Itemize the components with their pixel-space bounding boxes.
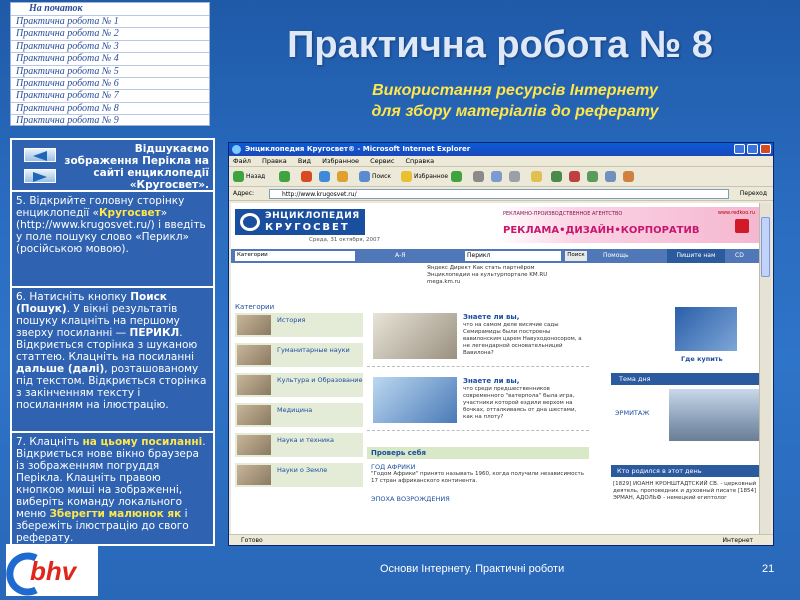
renaissance-link[interactable]: ЭПОХА ВОЗРОЖДЕНИЯ <box>371 495 450 503</box>
tool-icon[interactable] <box>623 171 634 182</box>
stop-icon[interactable] <box>301 171 312 182</box>
category-label: Гуманитарные науки <box>277 346 350 354</box>
step-6-bold-2: ПЕРИКЛ <box>129 327 180 339</box>
menu-favorites[interactable]: Избранное <box>322 157 360 165</box>
step-7-text-2: . Відкриється нове вікно браузера із зображенням погруддя Перікла. Клацніть правою кнопкою миші на зображенні, виберіть команду локального меню <box>16 436 206 520</box>
nav-item-work-2[interactable]: Практична робота № 2 <box>11 27 209 39</box>
tool-icon[interactable] <box>587 171 598 182</box>
page-scrollbar[interactable] <box>759 203 771 535</box>
africa-year-link[interactable]: ГОД АФРИКИ <box>371 463 416 471</box>
close-icon[interactable] <box>760 144 771 154</box>
categories-select[interactable]: Категории <box>235 251 355 261</box>
nav-item-work-3[interactable]: Практична робота № 3 <box>11 40 209 52</box>
site-nav-bar <box>231 249 759 263</box>
hermitage-link[interactable]: ЭРМИТАЖ <box>615 409 650 417</box>
logo-top-text: ЭНЦИКЛОПЕДИЯ <box>265 211 360 221</box>
address-input[interactable]: http://www.krugosvet.ru/ <box>269 189 729 199</box>
tool-icon[interactable] <box>605 171 616 182</box>
folder-icon[interactable] <box>531 171 542 182</box>
ad-url: www.redkoo.ru <box>717 210 755 216</box>
category-label: Науки о Земле <box>277 466 328 474</box>
did-you-know-text: что на самом деле висячие сады Семирамиды были построены вавилонским царем Навуходоносором, а не легендарной основательницей Вавилона? <box>463 322 582 356</box>
waterpolo-image <box>373 377 457 423</box>
ad-main-text: РЕКЛАМА•ДИЗАЙН•КОРПОРАТИВ <box>503 225 700 236</box>
minimize-icon[interactable] <box>734 144 745 154</box>
step-7-text-3: і збережіть ілюстрацію до свого реферату. <box>16 508 189 544</box>
africa-year-text: "Годом Африки" принято называть 1960, когда получили независимость 17 стран африканского континента. <box>371 471 584 484</box>
check-yourself-header: Проверь себя <box>367 447 589 459</box>
slide-title: Практична робота № 8 <box>287 24 713 66</box>
go-button[interactable]: Переход <box>739 190 767 197</box>
history-icon[interactable] <box>451 171 462 182</box>
category-label: Культура и Образование <box>277 376 363 384</box>
step-6-bold-3: дальше (далі) <box>16 363 105 375</box>
born-today-text: [1829] ИОАНН КРОНШТАДТСКИЙ СВ. - церковный деятель, проповедник и духовный писате [1854] ЭРМАН, АДОЛЬФ - немецкий египтолог <box>613 481 757 501</box>
nav-item-work-5[interactable]: Практична робота № 5 <box>11 65 209 77</box>
category-thumbnail <box>237 315 271 335</box>
yandex-ad[interactable] <box>427 265 627 286</box>
forward-icon[interactable] <box>279 171 290 182</box>
panel-heading-text: Відшукаємо зображення Перікла на сайті енциклопедії «Кругосвет». <box>64 143 209 191</box>
address-bar <box>229 187 773 201</box>
step-5-text-2: » (http://www.krugosvet.ru/) і введіть у поле пошуку слово «Перикл» (російською мовою). <box>16 207 206 255</box>
menu-view[interactable]: Вид <box>297 157 312 165</box>
edit-icon[interactable] <box>509 171 520 182</box>
category-thumbnail <box>237 405 271 425</box>
browser-window <box>228 142 774 546</box>
nav-item-work-1[interactable]: Практична робота № 1 <box>11 15 209 27</box>
step-7 <box>12 433 213 544</box>
web-page <box>231 203 759 535</box>
category-thumbnail <box>237 465 271 485</box>
categories-title: Категории <box>235 303 275 311</box>
step-6-bold-1: Поиск (Пошук) <box>16 291 167 315</box>
page-number: 21 <box>762 563 775 575</box>
category-history[interactable] <box>235 313 363 337</box>
category-thumbnail <box>237 345 271 365</box>
did-you-know-title: Знаете ли вы, <box>463 313 520 321</box>
browser-title: Энциклопедия Кругосвет® - Microsoft Internet Explorer <box>245 145 471 153</box>
back-label[interactable]: Назад <box>246 173 266 180</box>
step-7-bold-2: Зберегти малюнок як <box>49 508 182 520</box>
category-thumbnail <box>237 435 271 455</box>
navigation-box <box>10 2 210 126</box>
favorites-icon[interactable] <box>401 171 412 182</box>
menu-file[interactable]: Файл <box>233 157 251 165</box>
theme-of-day-header: Тема дня <box>611 373 759 385</box>
globe-icon <box>240 213 260 231</box>
nav-item-work-9[interactable]: Практична робота № 9 <box>11 114 209 126</box>
site-header <box>231 203 759 247</box>
step-5-text-1: 5. Відкрийте головну сторінку енциклопедії « <box>16 195 185 219</box>
category-label: История <box>277 316 306 324</box>
menu-help[interactable]: Справка <box>405 157 435 165</box>
back-icon[interactable] <box>233 171 244 182</box>
category-label: Медицина <box>277 406 313 414</box>
menu-edit[interactable]: Правка <box>262 157 287 165</box>
nav-item-work-6[interactable]: Практична робота № 6 <box>11 77 209 89</box>
category-culture[interactable] <box>235 373 363 397</box>
category-earth[interactable] <box>235 463 363 487</box>
prev-slide-button[interactable] <box>24 148 56 162</box>
step-7-bold-1: на цьому посиланні <box>82 436 203 448</box>
address-label: Адрес: <box>233 190 255 197</box>
gardens-image <box>373 313 457 359</box>
status-done: Готово <box>241 537 263 544</box>
yandex-line-3: mega.km.ru <box>427 279 461 285</box>
step-6-text-3: . Відкриється сторінка з шуканою статтею. Клацніть на посиланні <box>16 327 198 363</box>
nav-item-work-4[interactable]: Практична робота № 4 <box>11 52 209 64</box>
footer-text: Основи Інтернету. Практичні роботи <box>380 563 565 575</box>
nav-item-work-7[interactable]: Практична робота № 7 <box>11 89 209 101</box>
site-date: Среда, 31 октября, 2007 <box>309 237 381 243</box>
cd-link[interactable]: CD <box>735 252 744 259</box>
panel-heading <box>12 140 213 192</box>
search-label[interactable]: Поиск <box>372 173 392 180</box>
browser-statusbar <box>229 534 773 545</box>
category-medicine[interactable] <box>235 403 363 427</box>
category-humanities[interactable] <box>235 343 363 367</box>
refresh-icon[interactable] <box>319 171 330 182</box>
ie-icon <box>232 145 241 154</box>
menu-tools[interactable]: Сервис <box>370 157 395 165</box>
step-6-text-1: 6. Натисніть кнопку <box>16 291 131 303</box>
mail-icon[interactable] <box>473 171 484 182</box>
did-you-know-text: что среди предшественников современного "ватерпола" была игра, участники которой ездили верхом на бочках, отталкиваясь от дна шестами, как на плоту? <box>463 386 577 420</box>
maximize-icon[interactable] <box>747 144 758 154</box>
where-to-buy-link[interactable]: Где купить <box>681 355 723 363</box>
ad-top-text: РЕКЛАМНО-ПРОИЗВОДСТВЕННОЕ АГЕНТСТВО <box>503 211 623 217</box>
krugosvet-logo[interactable] <box>235 209 365 235</box>
site-search-input[interactable]: Перикл <box>465 251 561 261</box>
ad-logo-icon <box>735 219 749 233</box>
status-zone: Интернет <box>722 537 753 544</box>
krugosvet-link[interactable]: Кругосвет <box>98 207 161 219</box>
instructions-panel <box>10 138 215 546</box>
bhv-logo <box>2 542 102 598</box>
did-you-know-2[interactable] <box>367 373 589 431</box>
site-search-button[interactable]: Поиск <box>565 251 587 261</box>
scrollbar-thumb[interactable] <box>761 217 770 277</box>
yandex-line-1: Яндекс Директ Как стать партнёром <box>427 265 535 271</box>
tool-icon[interactable] <box>551 171 562 182</box>
logo-bottom-text: КРУГОСВЕТ <box>265 222 350 233</box>
bhv-logo-text: bhv <box>30 556 77 586</box>
print-icon[interactable] <box>491 171 502 182</box>
step-6-text-2: . У вікні результатів пошуку клацніть на першому зверху посиланні — <box>16 303 180 339</box>
category-label: Наука и техника <box>277 436 334 444</box>
ad-banner[interactable] <box>497 207 759 243</box>
subtitle-line-1: Використання ресурсів Інтернету <box>372 82 658 99</box>
yandex-line-2: Энциклопедии на культурпортале KM.RU <box>427 272 548 278</box>
step-5 <box>12 192 213 288</box>
hermitage-image[interactable] <box>669 389 759 441</box>
step-6 <box>12 288 213 433</box>
arrow-left-icon <box>33 151 47 161</box>
browser-menubar <box>229 156 773 167</box>
browser-titlebar <box>229 143 773 156</box>
tool-icon[interactable] <box>569 171 580 182</box>
az-link[interactable]: А-Я <box>395 252 406 259</box>
slide-subtitle <box>280 80 750 122</box>
favorites-label[interactable]: Избранное <box>414 173 449 180</box>
did-you-know-1[interactable] <box>367 309 589 367</box>
nav-home-link[interactable]: На початок <box>29 3 83 14</box>
subtitle-line-2: для збору матеріалів до реферату <box>371 103 659 120</box>
home-icon[interactable] <box>337 171 348 182</box>
category-thumbnail <box>237 375 271 395</box>
browser-toolbar <box>229 167 773 187</box>
step-6-text-4: , розташованому під текстом. Відкриється сторінка з закінченням тексту і посиланням на ілюстрацію. <box>16 363 207 411</box>
born-today-header: Кто родился в этот день <box>611 465 759 477</box>
cd-product-image[interactable] <box>675 307 737 351</box>
arrow-right-icon <box>33 172 47 182</box>
help-link[interactable]: Помощь <box>603 252 629 259</box>
nav-item-work-8[interactable]: Практична робота № 8 <box>11 102 209 114</box>
category-science[interactable] <box>235 433 363 457</box>
search-icon[interactable] <box>359 171 370 182</box>
did-you-know-title: Знаете ли вы, <box>463 377 520 385</box>
next-slide-button[interactable] <box>24 169 56 183</box>
write-us-link[interactable]: Пишите нам <box>667 249 725 263</box>
step-7-text-1: 7. Клацніть <box>16 436 83 448</box>
